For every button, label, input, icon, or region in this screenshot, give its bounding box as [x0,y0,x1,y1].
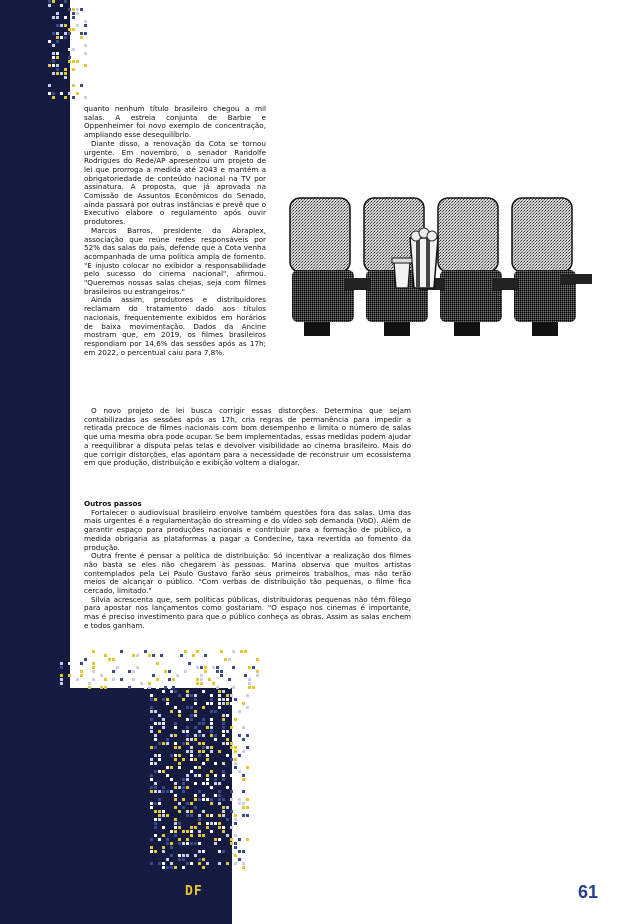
cinema-seats-popcorn-illustration [284,192,602,342]
article-paragraph: O novo projeto de lei busca corrigir essas distorções. Determina que sejam contabilizadas as sessões após as 17h, cria regras de permanência para impedir a retirada precoce de filmes nacionais com bom desempenho e limita o número de salas que uma mesma obra pode ocupar. Se bem implementadas, essas medidas podem ajudar a reequilibrar a disputa pelas telas e devolver visibilidade ao cinema brasileiro. Mais do que corrigir distorções, elas apontam para a necessidade de reconstruir um ecossistema em que produção, distribuição e exibição voltem a dialogar. [84,406,411,468]
article-paragraph: quanto nenhum título brasileiro chegou a mil salas. A estreia conjunta de Barbie e Oppenheimer foi novo exemplo de concentração, ampliando esse desequilíbrio. [84,104,266,140]
brand-logo: DF [185,884,203,899]
article-paragraph: Marcos Barros, presidente da Abraplex, associação que reúne redes responsáveis por 52% das salas do país, defende que a Cota venha acompanhada de uma política ampla de fomento. "É injusto colocar no exibidor a responsabilidade pelo sucesso do cinema nacional", afirmou. "Queremos nossas salas cheias, seja com filmes brasileiros ou estrangeiros." [84,225,266,296]
article-paragraph: Ainda assim, produtores e distribuidores reclamam do tratamento dado aos títulos nacionais, frequentemente exibidos em horários de baixa movimentação. Dados da Ancine mostram que, em 2019, os filmes brasileiros respondiam por 14,6% das sessões após as 17h; em 2022, o percentual caiu para 7,8%. [84,295,266,357]
page-number: 61 [578,882,599,902]
article-paragraph: Diante disso, a renovação da Cota se tornou urgente. Em novembro, o senador Randolfe Rodrigues do Rede/AP apresentou um projeto de lei que prorroga a medida até 2043 e mantém a obrigatoriedade de conteúdo nacional na TV por assinatura. A proposta, que já aprovada na Comissão de Assuntos Econômicos do Senado, ainda passará por outras instâncias e prevê que o Executivo elabore o regulamento após ouvir produtores. [84,138,266,227]
article-column-narrow [84,105,266,357]
article-paragraph: Silvia acrescenta que, sem políticas públicas, distribuidoras pequenas não têm fôlego para apostar nos lançamentos como gostariam. "O espaço nos cinemas é importante, mas é preciso investimento para que o público conheça as obras. Assim as salas enchem e todos ganham. [84,594,411,630]
article-column-wide [84,407,411,468]
article-paragraph: Outra frente é pensar a política de distribuição. Só incentivar a realização dos filmes não basta se eles não chegarem às pessoas. Marina observa que muitos artistas contemplados pela Lei Paulo Gustavo farão seus primeiros trabalhos, mas não terão meios de alcançar o público. "Com verbas de distribuição tão pequenas, o filme fica cercado, limitado." [84,551,411,596]
article-section-outros-passos [84,500,411,631]
article-paragraph: Fortalecer o audiovisual brasileiro envolve também questões fora das salas. Uma das mais urgentes é a regulamentação do streaming e do vídeo sob demanda (VoD). Além de garantir espaço para produções nacionais e contribuir para a formação de público, a medida obrigaria as plataformas a pagar a Condecine, taxa revertida ao fomento da produção. [84,507,411,552]
section-subhead: Outros passos [84,499,142,508]
